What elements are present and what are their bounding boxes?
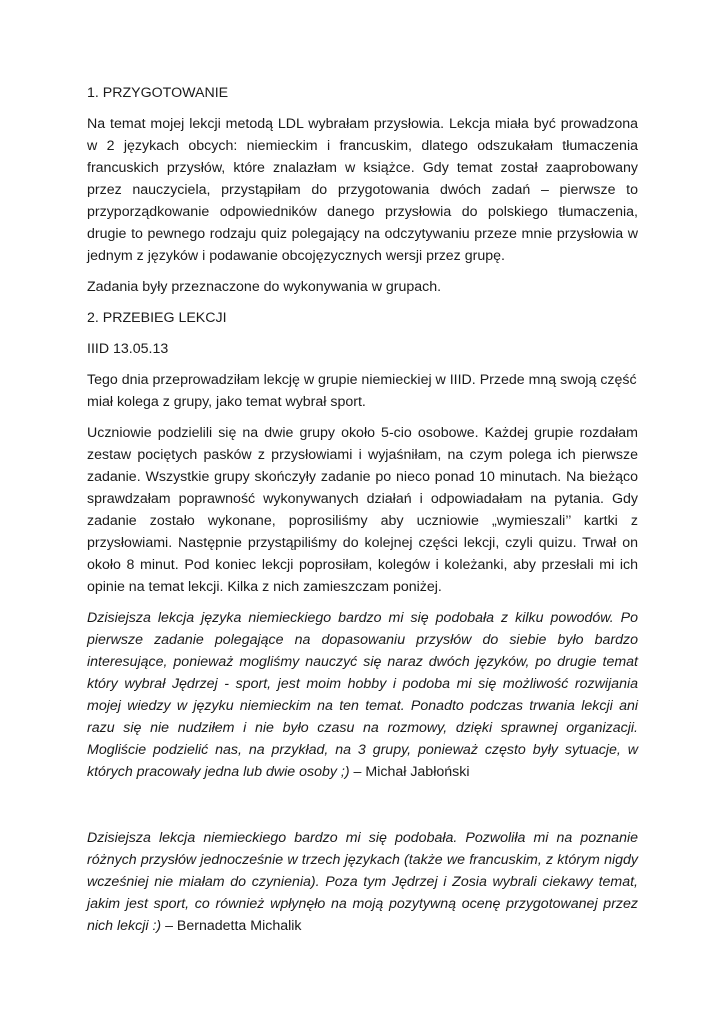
opinion-paragraph: [87, 827, 638, 937]
section-1-paragraph-2: Zadania były przeznaczone do wykonywania w grupach.: [87, 279, 442, 295]
section-1-paragraph-1: Na temat mojej lekcji metodą LDL wybrałam przysłowia. Lekcja miała być prowadzona w 2 językach obcych: niemieckim i francuskim, dlatego odszukałam tłumaczenia francuskich przysłów, które znalazłam w książce. Gdy temat został zaaprobowany przez nauczyciela, przystąpiłam do przygotowania dwóch zadań – pierwsze to przyporządkowanie odpowiedników danego przysłowia do polskiego tłumaczenia, drugie to pewnego rodzaju quiz polegający na odczytywaniu przeze mnie przysłowia w jednym z języków i podawanie obcojęzycznych wersji przez grupę.: [87, 116, 638, 264]
section-1-heading: 1. PRZYGOTOWANIE: [87, 85, 229, 101]
section-2-paragraph-1: Tego dnia przeprowadziłam lekcję w grupie niemieckiej w IIID. Przede mną swoją część miał kolega z grupy, jako temat wybrał sport.: [87, 372, 637, 410]
lesson-date-line: IIID 13.05.13: [87, 341, 169, 357]
section-2-paragraph-2: Uczniowie podzielili się na dwie grupy około 5-cio osobowe. Każdej grupie rozdałam zestaw pociętych pasków z przysłowiami i wyjaśniłam, na czym polega ich pierwsze zadanie. Wszystkie grupy skończyły zadanie po nieco ponad 10 minutach. Na bieżąco sprawdzałam poprawność wykonywanych działań i odpowiadałam na pytania. Gdy zadanie zostało wykonane, poprosiliśmy aby uczniowie „wymieszali’’ kartki z przysłowiami. Następnie przystąpiliśmy do kolejnej części lekcji, czyli quizu. Trwał on około 8 minut. Pod koniec lekcji poprosiłam, kolegów i koleżanki, aby przesłali mi ich opinie na temat lekcji. Kilka z nich zamieszczam poniżej.: [87, 425, 638, 595]
opinion-paragraph: [87, 607, 638, 783]
opinion-quote: Dzisiejsza lekcja języka niemieckiego bardzo mi się podobała z kilku powodów. Po pierwsze zadanie polegające na dopasowaniu przysłów do siebie było bardzo interesujące, ponieważ mogliśmy nauczyć się naraz dwóch języków, po drugie temat który wybrał Jędrzej - sport, jest moim hobby i podoba mi się możliwość rozwijania mojej wiedzy w języku niemieckim na ten temat. Ponadto podczas trwania lekcji ani razu się nie nudziłem i nie było czasu na rozmowy, dzięki sprawnej organizacji. Mogliście podzielić nas, na przykład, na 3 grupy, ponieważ często były sytuacje, w których pracowały jedna lub dwie osoby ;): [87, 610, 638, 780]
spacer: [87, 792, 638, 827]
document-page: [87, 82, 638, 946]
opinion-author: – Michał Jabłoński: [349, 764, 470, 780]
opinion-author: – Bernadetta Michalik: [161, 918, 302, 934]
opinion-quote: Dzisiejsza lekcja niemieckiego bardzo mi się podobała. Pozwoliła mi na poznanie różnych przysłów jednocześnie w trzech językach (także we francuskim, z którym nigdy wcześniej nie miałam do czynienia). Poza tym Jędrzej i Zosia wybrali ciekawy temat, jakim jest sport, co również wpłynęło na moją pozytywną ocenę przygotowanej przez nich lekcji :): [87, 830, 638, 934]
section-2-heading: 2. PRZEBIEG LEKCJI: [87, 310, 227, 326]
